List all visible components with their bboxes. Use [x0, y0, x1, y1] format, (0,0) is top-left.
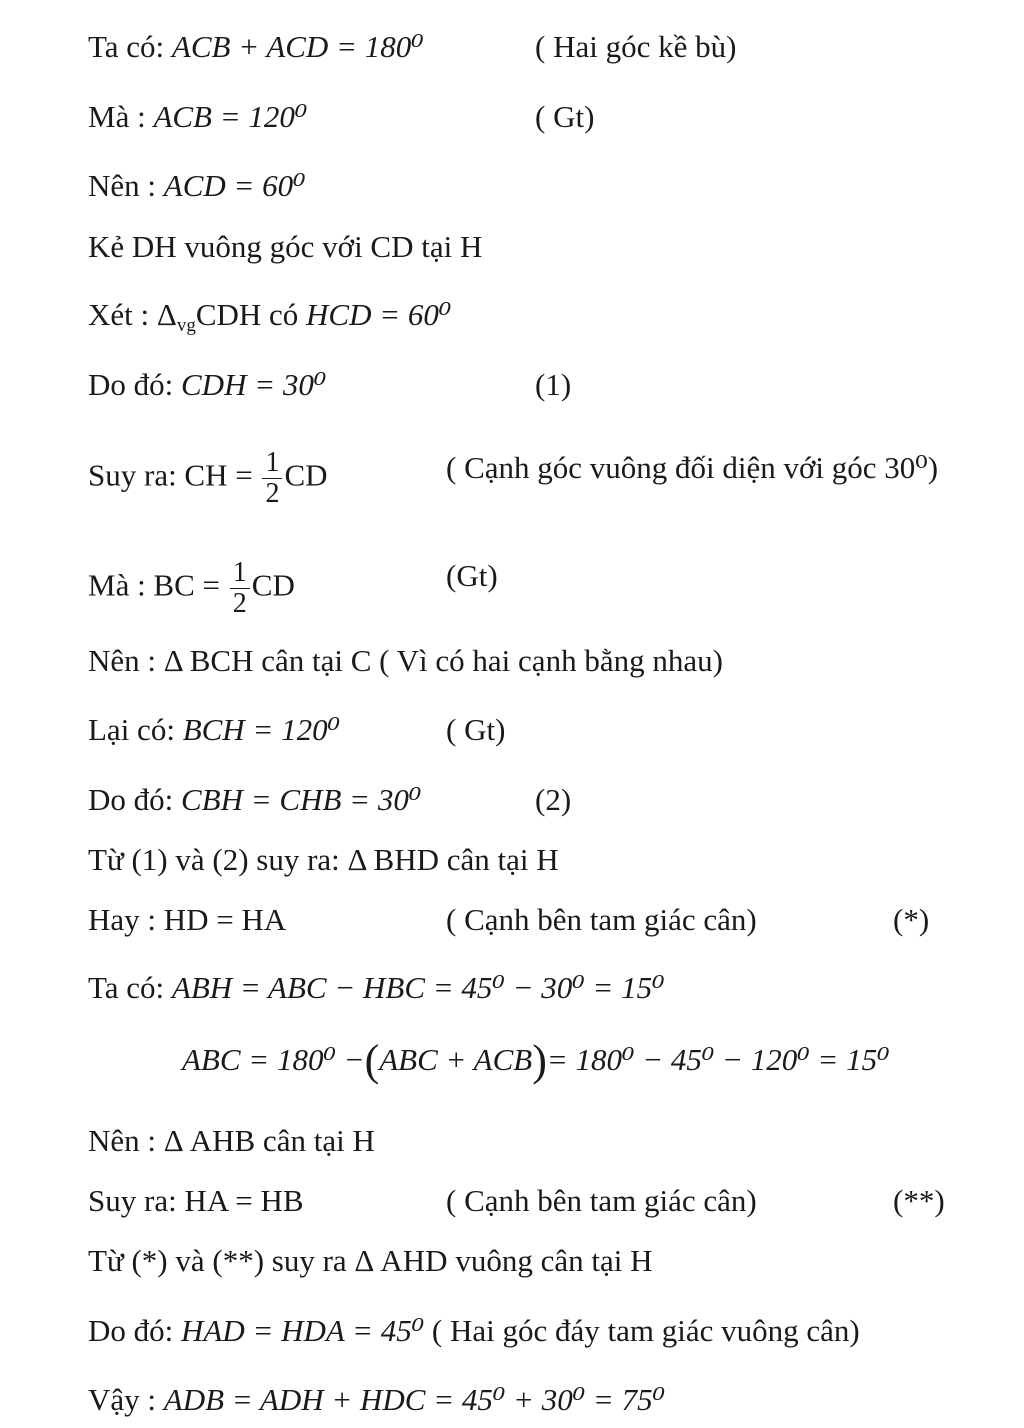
line-prefix: Do đó: [88, 782, 174, 817]
statement-text: Từ (1) và (2) suy ra: Δ BHD cân tại H [88, 842, 559, 877]
fraction-numerator: 1 [230, 558, 250, 589]
fraction-numerator: 1 [262, 448, 282, 479]
angle-equation: HCD = 60⁰ [306, 297, 452, 332]
statement-text: Nên : Δ AHB cân tại H [88, 1123, 375, 1158]
segment-label: CD [284, 457, 328, 493]
line-prefix: Xét : Δ [88, 297, 177, 332]
angle-equation: ADB = ADH + HDC = 45⁰ + 30⁰ = 75⁰ [163, 1382, 666, 1417]
statement-text: Nên : Δ BCH cân tại C ( Vì có hai cạnh bằng nhau) [88, 643, 723, 678]
justification-note: ( Cạnh góc vuông đối diện với góc 30⁰) [446, 450, 939, 485]
line-prefix: Mà : BC = [88, 567, 221, 603]
proof-line-7 [88, 448, 328, 509]
angle-equation: HAD = HDA = 45⁰ [181, 1313, 425, 1348]
proof-line-4 [88, 229, 482, 265]
equation-tag: (**) [893, 1183, 945, 1218]
left-paren: ( [364, 1036, 380, 1085]
angle-equation: ACD = 60⁰ [163, 168, 306, 203]
fraction-denominator: 2 [265, 478, 280, 509]
justification-note: ( Gt) [535, 99, 595, 134]
line-prefix: Lại có: [88, 712, 175, 747]
angle-equation: ACB + ACD = 180⁰ [171, 29, 424, 64]
justification-note: ( Cạnh bên tam giác cân) [446, 902, 757, 937]
justification-note: (Gt) [446, 558, 498, 593]
proof-line-18 [88, 1243, 652, 1279]
equation-part-2: ABC + ACB [379, 1042, 533, 1077]
statement-text: Từ (*) và (**) suy ra Δ AHD vuông cân tại H [88, 1243, 653, 1278]
proof-line-12 [88, 842, 559, 878]
proof-line-3 [88, 168, 306, 204]
line-prefix: Do đó: [88, 1313, 174, 1348]
angle-equation: BCH = 120⁰ [182, 712, 341, 747]
fraction-one-half [230, 558, 250, 619]
justification-note: ( Cạnh bên tam giác cân) [446, 1183, 757, 1218]
proof-line-16 [88, 1123, 375, 1159]
equation-part-3: = 180⁰ − 45⁰ − 120⁰ = 15⁰ [546, 1042, 890, 1077]
justification-note: ( Hai góc kề bù) [535, 29, 737, 64]
line-prefix: Nên : [88, 168, 157, 203]
line-prefix: Suy ra: HA = HB [88, 1183, 304, 1218]
line-prefix: Do đó: [88, 367, 174, 402]
proof-line-8 [88, 558, 295, 619]
justification-note: ( Gt) [446, 712, 506, 747]
line-prefix: Hay : HD = HA [88, 902, 287, 937]
angle-equation: CDH = 30⁰ [181, 367, 327, 402]
proof-line-20 [88, 1382, 665, 1418]
angle-equation: CBH = CHB = 30⁰ [181, 782, 422, 817]
line-prefix: Vậy : [88, 1382, 157, 1417]
line-prefix: Suy ra: CH = [88, 457, 253, 493]
angle-equation: ACB = 120⁰ [153, 99, 308, 134]
proof-line-1 [88, 29, 424, 65]
proof-line-2 [88, 99, 307, 135]
fraction-one-half [262, 448, 282, 509]
proof-line-19 [88, 1313, 860, 1349]
angle-equation: ABH = ABC − HBC = 45⁰ − 30⁰ = 15⁰ [171, 970, 665, 1005]
proof-line-5 [88, 297, 451, 344]
proof-line-17 [88, 1183, 304, 1219]
segment-label: CD [251, 567, 295, 603]
line-prefix: Ta có: [88, 970, 165, 1005]
line-prefix: Ta có: [88, 29, 165, 64]
proof-line-13 [88, 902, 286, 938]
equation-tag: (*) [893, 902, 930, 937]
subscript-vg: vg [176, 315, 196, 336]
equation-tag: (2) [535, 782, 572, 817]
line-prefix: Mà : [88, 99, 146, 134]
fraction-denominator: 2 [232, 588, 247, 619]
justification-note: ( Hai góc đáy tam giác vuông cân) [431, 1313, 860, 1348]
proof-line-9 [88, 643, 723, 679]
statement-text: Kẻ DH vuông góc với CD tại H [88, 229, 483, 264]
equation-tag: (1) [535, 367, 572, 402]
proof-line-11 [88, 782, 421, 818]
proof-line-10 [88, 712, 340, 748]
triangle-name: CDH có [195, 297, 299, 332]
proof-line-15 [182, 1036, 890, 1085]
proof-line-6 [88, 367, 326, 403]
proof-line-14 [88, 970, 665, 1006]
right-paren: ) [532, 1036, 547, 1085]
equation-part-1: ABC = 180⁰ − [182, 1042, 365, 1077]
